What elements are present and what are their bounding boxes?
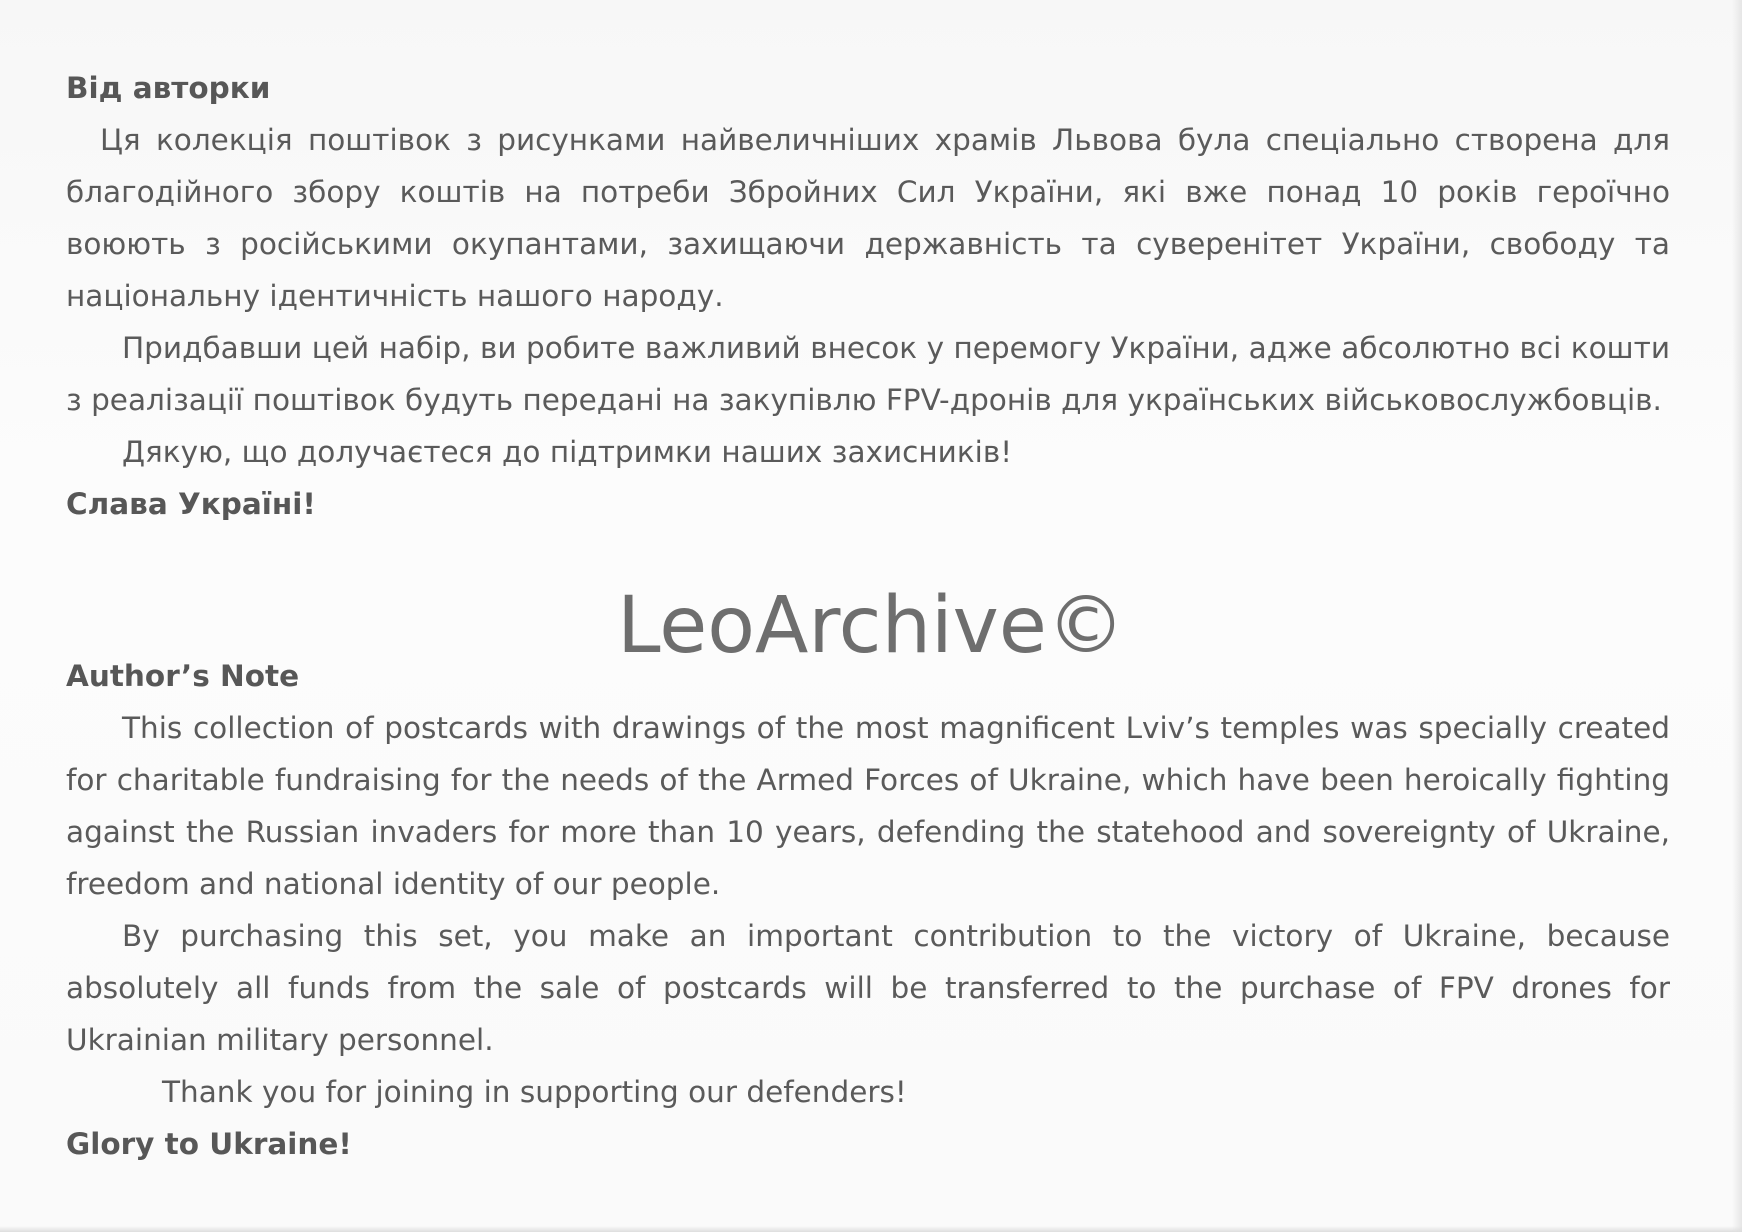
english-heading: Author’s Note (66, 659, 300, 693)
paper-edge-bottom (0, 1226, 1742, 1232)
ukrainian-heading: Від авторки (66, 71, 271, 105)
ukrainian-paragraph-2: Придбавши цей набір, ви робите важливий внесок у перемогу України, адже абсолютно всі кошти з реалізації поштівок будуть передані на закупівлю FPV-дронів для українських військовослужбовців. (66, 331, 1670, 417)
watermark: LeoArchive© (617, 581, 1125, 671)
ukrainian-paragraph-1: Ця колекція поштівок з рисунками найвеличніших храмів Львова була спеціально створена для благодійного збору коштів на потреби Збройних Сил України, які вже понад 10 років героїчно воюють з російськими окупантами, захищаючи державність та суверенітет України, свободу та національну ідентичність нашого народу. (66, 123, 1670, 313)
english-paragraph-2: By purchasing this set, you make an important contribution to the victory of Ukraine, because absolutely all funds from the sale of postcards will be transferred to the purchase of FPV drones for Ukrainian military personnel. (66, 919, 1670, 1057)
english-paragraph-1: This collection of postcards with drawings of the most magnificent Lviv’s temples was specially created for charitable fundraising for the needs of the Armed Forces of Ukraine, which have been heroically fighting against the Russian invaders for more than 10 years, defending the statehood and sovereignty of Ukraine, freedom and national identity of our people. (66, 711, 1670, 901)
english-thanks: Thank you for joining in supporting our defenders! (162, 1075, 907, 1109)
english-closing: Glory to Ukraine! (66, 1127, 352, 1161)
paper-edge-right (1732, 0, 1742, 1232)
ukrainian-note (66, 62, 1670, 530)
ukrainian-thanks: Дякую, що долучаєтеся до підтримки наших захисників! (122, 435, 1013, 469)
ukrainian-closing: Слава Україні! (66, 487, 316, 521)
english-note (66, 650, 1670, 1170)
